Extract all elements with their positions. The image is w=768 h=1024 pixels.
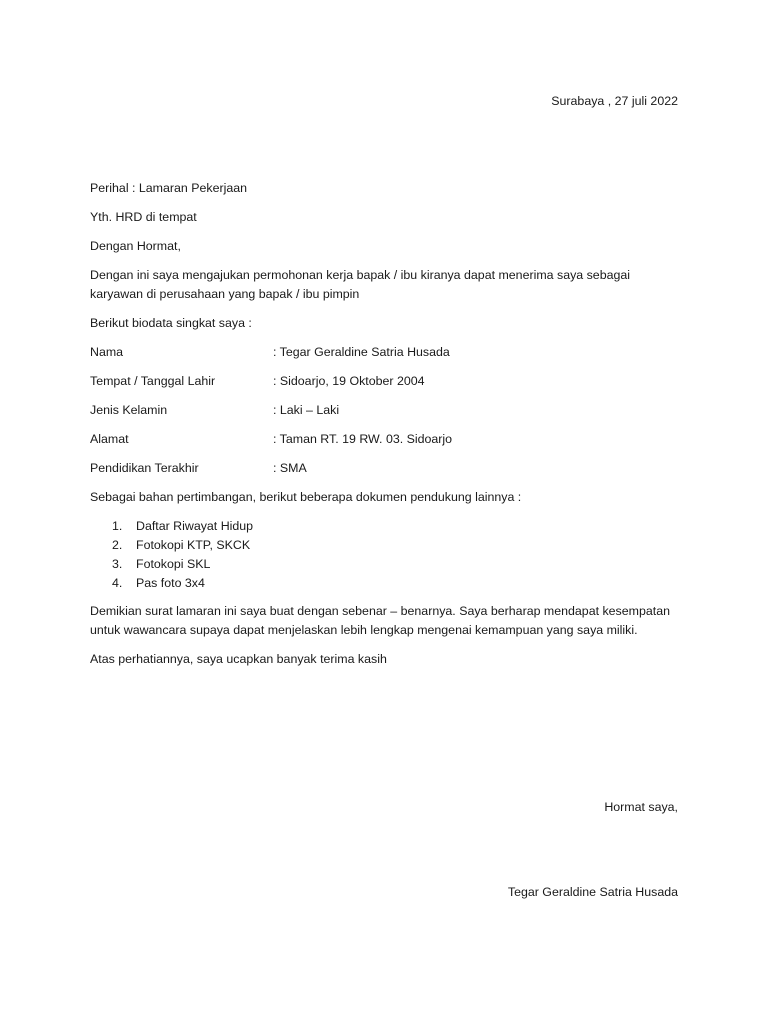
intro-paragraph-line-2: karyawan di perusahaan yang bapak / ibu pimpin: [90, 287, 360, 301]
signature-name: Tegar Geraldine Satria Husada: [507, 885, 678, 899]
biodata-label: Alamat: [90, 432, 129, 446]
biodata-label: Nama: [90, 345, 124, 359]
signoff-line: Hormat saya,: [604, 800, 678, 814]
biodata-value: : Sidoarjo, 19 Oktober 2004: [273, 374, 425, 388]
closing-paragraph-line-2: untuk wawancara supaya dapat menjelaskan lebih lengkap mengenai kemampuan yang saya miliki.: [90, 623, 638, 637]
biodata-value: : Taman RT. 19 RW. 03. Sidoarjo: [273, 432, 453, 446]
biodata-intro: Berikut biodata singkat saya :: [90, 316, 252, 330]
biodata-value: : SMA: [273, 461, 307, 475]
list-item: Pas foto 3x4: [136, 576, 205, 590]
list-item: Fotokopi KTP, SKCK: [136, 538, 251, 552]
list-item: Fotokopi SKL: [136, 557, 211, 571]
subject-line: Perihal : Lamaran Pekerjaan: [90, 181, 248, 195]
biodata-label: Jenis Kelamin: [90, 403, 168, 417]
greeting-line: Dengan Hormat,: [90, 239, 181, 253]
thanks-line: Atas perhatiannya, saya ucapkan banyak terima kasih: [90, 652, 387, 666]
biodata-value: : Laki – Laki: [273, 403, 340, 417]
closing-paragraph-line-1: Demikian surat lamaran ini saya buat dengan sebenar – benarnya. Saya berharap mendapat kesempatan: [90, 604, 670, 618]
biodata-value: : Tegar Geraldine Satria Husada: [273, 345, 450, 359]
list-item: Daftar Riwayat Hidup: [136, 519, 254, 533]
place-date: Surabaya , 27 juli 2022: [551, 94, 678, 108]
list-item-number: 3.: [112, 557, 123, 571]
intro-paragraph-line-1: Dengan ini saya mengajukan permohonan kerja bapak / ibu kiranya dapat menerima saya sebagai: [90, 268, 631, 282]
documents-intro: Sebagai bahan pertimbangan, berikut beberapa dokumen pendukung lainnya :: [90, 490, 522, 504]
recipient-line: Yth. HRD di tempat: [90, 210, 197, 224]
list-item-number: 2.: [112, 538, 123, 552]
list-item-number: 4.: [112, 576, 123, 590]
biodata-label: Tempat / Tanggal Lahir: [90, 374, 216, 388]
list-item-number: 1.: [112, 519, 123, 533]
biodata-label: Pendidikan Terakhir: [90, 461, 199, 475]
